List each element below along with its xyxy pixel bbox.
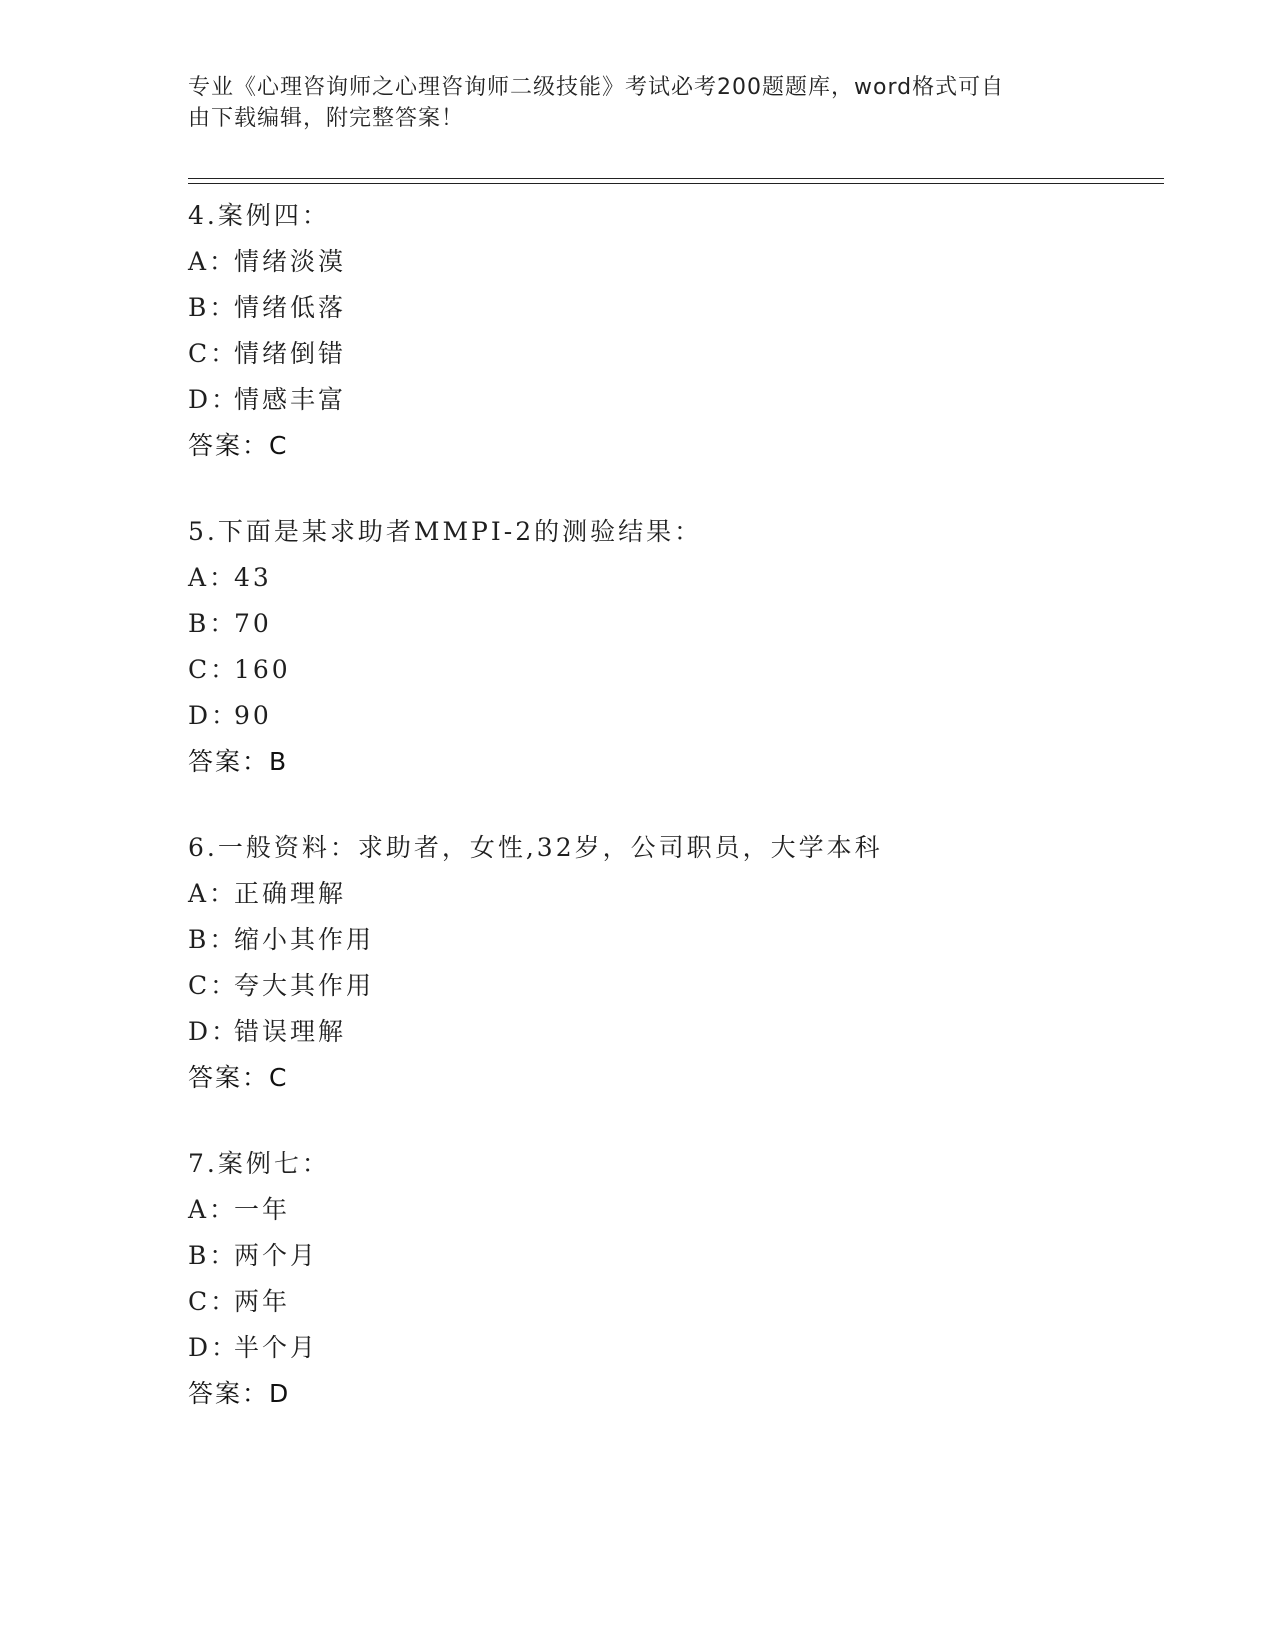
question-4: [188, 193, 1148, 469]
option-a: [188, 871, 1148, 917]
option-text: 半个月: [234, 1333, 319, 1362]
answer-line: 答案：D: [188, 1379, 291, 1408]
option-letter: D：: [188, 385, 240, 414]
option-d: [188, 1009, 1148, 1055]
option-letter: C：: [188, 1287, 239, 1316]
answer-line: 答案：C: [188, 1063, 289, 1092]
option-letter: B：: [188, 293, 238, 322]
option-text: 情绪淡漠: [234, 247, 347, 276]
option-letter: B：: [188, 925, 238, 954]
option-letter: B：: [188, 1241, 238, 1270]
question-list: [188, 193, 1148, 1457]
option-b: [188, 1233, 1148, 1279]
option-text: 缩小其作用: [234, 925, 375, 954]
option-a: [188, 239, 1148, 285]
header-divider-top: [188, 178, 1164, 179]
header-divider-bottom: [188, 183, 1164, 184]
option-c: [188, 1279, 1148, 1325]
option-letter: C：: [188, 971, 239, 1000]
option-text: 情感丰富: [234, 385, 347, 414]
option-d: [188, 693, 1148, 739]
question-stem: 7.案例七：: [188, 1149, 330, 1178]
option-text: 情绪低落: [234, 293, 347, 322]
option-letter: B：: [188, 609, 238, 638]
option-a: [188, 1187, 1148, 1233]
option-text: 正确理解: [234, 879, 347, 908]
answer-line: 答案：C: [188, 431, 289, 460]
option-letter: D：: [188, 1333, 240, 1362]
header-line-1: 专业《心理咨询师之心理咨询师二级技能》考试必考200题题库，word格式可自: [188, 75, 1005, 100]
option-text: 错误理解: [234, 1017, 347, 1046]
option-a: [188, 555, 1148, 601]
option-c: [188, 963, 1148, 1009]
option-letter: A：: [188, 247, 238, 276]
option-letter: C：: [188, 339, 239, 368]
option-b: [188, 285, 1148, 331]
option-letter: D：: [188, 701, 240, 730]
question-stem: 6.一般资料：求助者，女性,32岁，公司职员，大学本科: [188, 833, 883, 862]
option-text: 160: [234, 655, 291, 684]
option-letter: C：: [188, 655, 239, 684]
option-letter: A：: [188, 1195, 238, 1224]
option-d: [188, 1325, 1148, 1371]
option-text: 70: [234, 609, 272, 638]
option-text: 两个月: [234, 1241, 319, 1270]
option-text: 43: [234, 563, 272, 592]
option-text: 夸大其作用: [234, 971, 375, 1000]
question-stem: 5.下面是某求助者MMPI-2的测验结果：: [188, 517, 703, 546]
option-letter: A：: [188, 563, 238, 592]
option-text: 两年: [234, 1287, 291, 1316]
option-text: 情绪倒错: [234, 339, 347, 368]
question-7: [188, 1141, 1148, 1417]
document-header: [188, 72, 1068, 134]
answer-line: 答案：B: [188, 747, 289, 776]
option-letter: D：: [188, 1017, 240, 1046]
option-text: 一年: [234, 1195, 291, 1224]
option-c: [188, 331, 1148, 377]
question-5: [188, 509, 1148, 785]
option-b: [188, 601, 1148, 647]
option-b: [188, 917, 1148, 963]
option-letter: A：: [188, 879, 238, 908]
option-d: [188, 377, 1148, 423]
option-text: 90: [234, 701, 272, 730]
header-line-2: 由下载编辑，附完整答案！: [188, 106, 465, 131]
option-c: [188, 647, 1148, 693]
question-6: [188, 825, 1148, 1101]
question-stem: 4.案例四：: [188, 201, 330, 230]
